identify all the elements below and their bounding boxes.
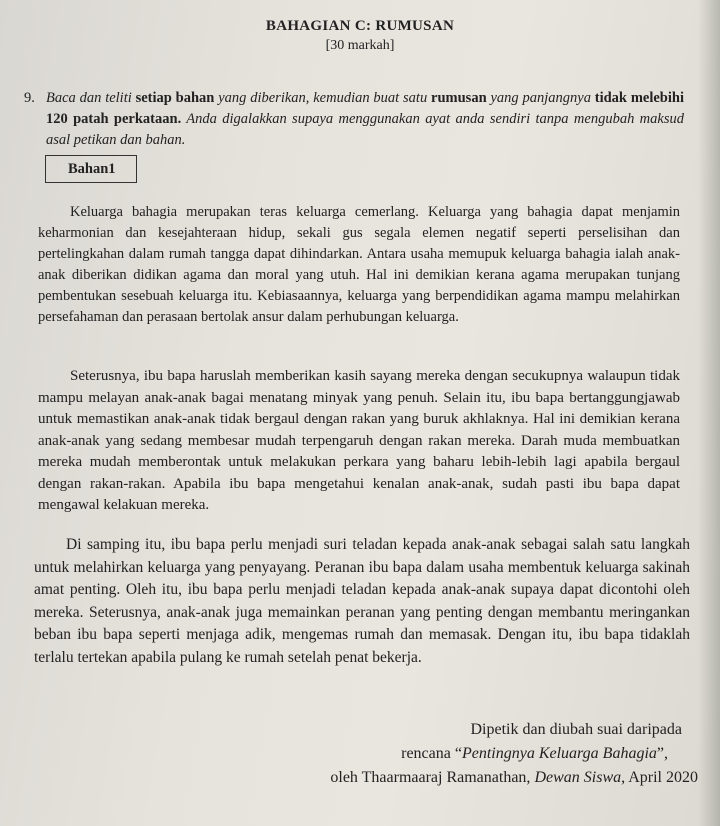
question-instruction <box>46 88 684 151</box>
paragraph-1-text: Keluarga bahagia merupakan teras keluarga cemerlang. Keluarga yang bahagia dapat menjamin keharmonian dan kesejahteraan hidup, sekali gus segala elemen negatif seperti perselisihan dan pertelingkahan dalam rumah tangga dapat dihindarkan. Antara usaha memupuk keluarga bahagia ialah anak-anak diberikan didikan agama dan moral yang utuh. Hal ini demikian kerana agama merupakan tunjang pembentukan sesebuah keluarga itu. Kebiasaannya, keluarga yang berpendidikan agama mampu melahirkan persefahaman dan perasaan bertolak ansur dalam perhubungan keluarga. <box>38 204 680 325</box>
section-title: BAHAGIAN C: RUMUSAN <box>265 18 455 34</box>
instruction-part-4: Anda digalakkan supaya menggunakan ayat anda sendiri tanpa mengubah maksud asal petikan dan bahan. <box>46 111 684 148</box>
passage-paragraph-2 <box>38 366 680 517</box>
citation-line-2-prefix: rencana “ <box>401 745 462 762</box>
page-edge-shadow <box>698 0 720 826</box>
section-header <box>0 18 720 54</box>
passage-paragraph-3 <box>34 534 690 669</box>
paragraph-2-text: Seterusnya, ibu bapa haruslah memberikan kasih sayang mereka dengan secukupnya walaupun tidak mampu melayan anak-anak bagai menatang minyak yang penuh. Selain itu, ibu bapa bertanggungjawab untuk memastikan anak-anak tidak bergaul dengan rakan yang buruk akhlaknya. Hal ini demikian kerana anak-anak yang sedang membesar mudah terpengaruh dengan rakan mereka. Darah muda membuatkan mereka mudah memberontak untuk melakukan perkara yang baharu lebih-lebih lagi apabila bergaul dengan rakan-rakan. Apabila ibu bapa mengetahui kenalan anak-anak, sudah pasti ibu bapa dapat mengawal kelakuan mereka. <box>38 368 680 513</box>
instruction-part-3: yang panjangnya <box>486 90 595 106</box>
citation-author: oleh Thaarmaaraj Ramanathan, <box>330 769 535 786</box>
instruction-bold-1: setiap bahan <box>135 90 215 106</box>
citation-line-2-suffix: ”, <box>656 745 668 762</box>
publication-date: , April 2020 <box>621 769 698 786</box>
instruction-bold-2: rumusan <box>431 90 487 106</box>
citation-line-3 <box>232 766 698 790</box>
article-title: Pentingnya Keluarga Bahagia <box>461 745 657 762</box>
question-9 <box>24 88 684 151</box>
section-marks: [30 markah] <box>325 38 395 53</box>
instruction-part-1: Baca dan teliti <box>46 90 136 106</box>
instruction-bold-3: tidak melebihi 120 patah perkataan. <box>46 90 684 127</box>
paragraph-3-text: Di samping itu, ibu bapa perlu menjadi suri teladan kepada anak-anak sebagai salah satu langkah untuk melahirkan keluarga yang penyayang. Peranan ibu bapa dalam usaha membentuk keluarga sakinah amat penting. Oleh itu, ibu bapa perlu menjadi teladan kepada anak-anak supaya dapat dicontohi oleh mereka. Seterusnya, anak-anak juga memainkan peranan yang penting dengan membantu meringankan beban ibu bapa seperti menjaga adik, mengemas rumah dan memasak. Dengan itu, ibu bapa tidaklah terlalu tertekan apabila pulang ke rumah setelah penat bekerja. <box>34 536 690 666</box>
instruction-part-2: yang diberikan, kemudian buat satu <box>214 90 432 106</box>
publication-name: Dewan Siswa <box>534 769 622 786</box>
source-citation <box>232 718 698 790</box>
passage-paragraph-1 <box>38 202 680 328</box>
citation-line-1: Dipetik dan diubah suai daripada <box>470 721 682 738</box>
citation-line-2 <box>232 742 668 766</box>
bahan-label-box: Bahan1 <box>45 155 137 183</box>
question-number: 9. <box>24 90 35 106</box>
